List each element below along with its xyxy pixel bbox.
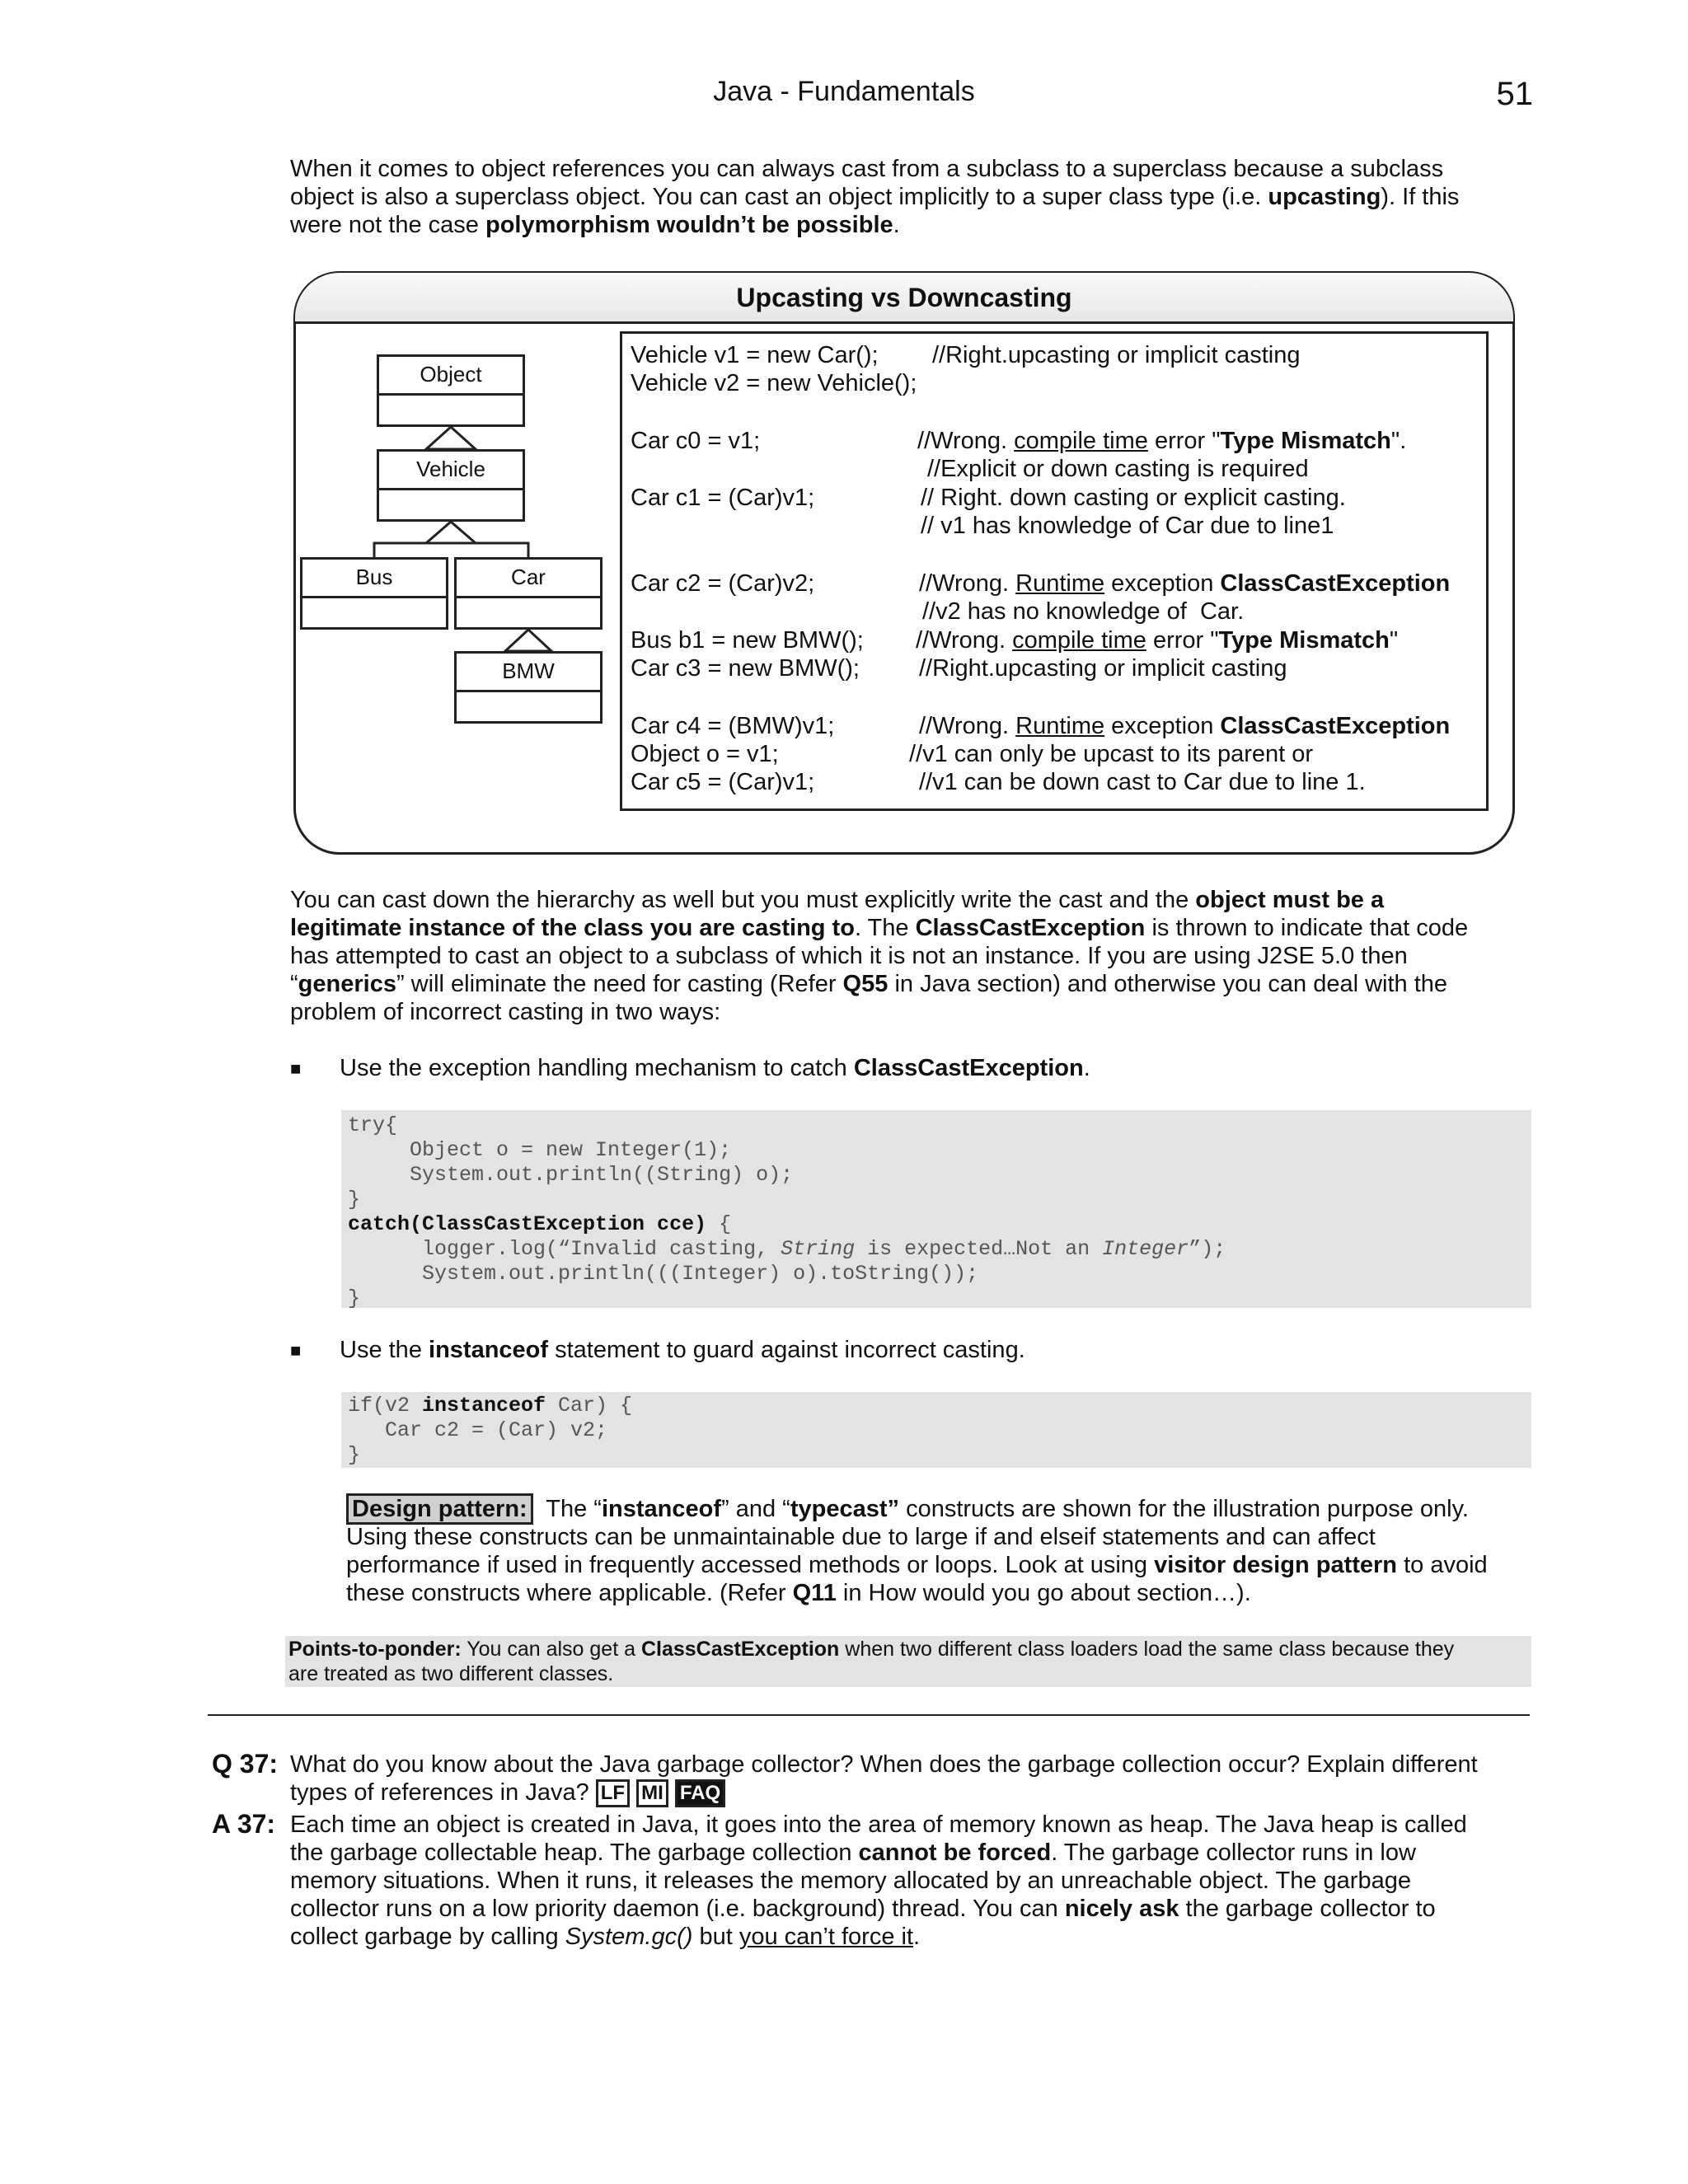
bullet-square-icon: ■ xyxy=(290,1058,302,1079)
code-comment-13: //v1 can be down cast to Car due to line 1. xyxy=(919,769,1366,795)
downcasting-paragraph xyxy=(290,886,1526,1026)
section-divider xyxy=(208,1714,1530,1716)
code1-line: } xyxy=(348,1286,361,1310)
lf-badge: LF xyxy=(596,1779,630,1807)
code-line-11: Car c4 = (BMW)v1; xyxy=(631,713,835,739)
code-line-5: Car c1 = (Car)v1; xyxy=(631,485,815,511)
uml-inheritance-arrows xyxy=(0,0,626,742)
code-line-7: Car c2 = (Car)v2; xyxy=(631,570,815,597)
para2-line-1: You can cast down the hierarchy as well but you must explicitly write the cast and the object must be a xyxy=(290,887,1385,913)
para2-line-5: problem of incorrect casting in two ways: xyxy=(290,999,721,1025)
ponder-line-1: Points-to-ponder: You can also get a ClassCastException when two different class loaders load the same class because they xyxy=(288,1638,1455,1661)
faq-badge: FAQ xyxy=(675,1779,725,1807)
question-label: Q 37: xyxy=(212,1749,279,1779)
code1-line: logger.log(“Invalid casting, String is expected…Not an Integer”); xyxy=(348,1237,1226,1261)
a37-line-1: Each time an object is created in Java, it goes into the area of memory known as heap. The Java heap is called xyxy=(290,1811,1467,1838)
question-37-text xyxy=(290,1750,1526,1807)
code-line-13: Car c5 = (Car)v1; xyxy=(631,769,815,795)
code-comment-1: //Right.upcasting or implicit casting xyxy=(932,342,1301,368)
page-title: Java - Fundamentals xyxy=(713,76,975,107)
code2-line: if(v2 instanceof Car) { xyxy=(348,1394,633,1418)
answer-label: A 37: xyxy=(212,1809,276,1839)
code-comment-7: //Wrong. Runtime exception ClassCastException xyxy=(919,570,1451,597)
bullet-square-icon: ■ xyxy=(290,1340,302,1361)
ponder-line-2: are treated as two different classes. xyxy=(288,1662,614,1685)
q37-line-2: types of references in Java? LF MI FAQ xyxy=(290,1779,1526,1807)
a37-line-4: collector runs on a low priority daemon (i.e. background) thread. You can nicely ask the garbage collector to xyxy=(290,1896,1436,1922)
inherit-arrow-bmw-car xyxy=(505,630,551,651)
inherit-line-bus-car xyxy=(374,543,528,557)
code1-line: System.out.println(((Integer) o).toString()); xyxy=(348,1262,979,1286)
instanceof-code-block xyxy=(341,1392,1531,1468)
code-comment-11: //Wrong. Runtime exception ClassCastException xyxy=(919,713,1451,739)
a37-line-5: collect garbage by calling System.gc() but you can’t force it. xyxy=(290,1924,921,1950)
para2-line-2: legitimate instance of the class you are casting to. The ClassCastException is thrown to indicate that code xyxy=(290,915,1469,941)
code-line-10: Car c3 = new BMW(); xyxy=(631,655,860,682)
uml-class-name: Object xyxy=(379,357,523,396)
q37-line-1: What do you know about the Java garbage collector? When does the garbage collection occur? Explain different xyxy=(290,1751,1478,1778)
bullet-2-text: Use the instanceof statement to guard against incorrect casting. xyxy=(340,1337,1025,1363)
design-line-3: performance if used in frequently accessed methods or loops. Look at using visitor design pattern to avoid xyxy=(346,1552,1488,1578)
bullet-1-text: Use the exception handling mechanism to catch ClassCastException. xyxy=(340,1055,1090,1081)
code-line-9: Bus b1 = new BMW(); xyxy=(631,627,864,654)
code2-line: Car c2 = (Car) v2; xyxy=(348,1418,608,1442)
design-line-2: Using these constructs can be unmaintainable due to large if and elseif statements and can affect xyxy=(346,1524,1376,1550)
para2-line-3: has attempted to cast an object to a subclass of which it is not an instance. If you are using J2SE 5.0 then xyxy=(290,943,1408,969)
points-to-ponder-box xyxy=(285,1636,1531,1687)
code-line-1: Vehicle v1 = new Car(); xyxy=(631,342,879,368)
design-line-4: these constructs where applicable. (Refer Q11 in How would you go about section…). xyxy=(346,1580,1251,1606)
code1-line: } xyxy=(348,1188,361,1212)
intro-line-2: object is also a superclass object. You can cast an object implicitly to a super class type (i.e. upcasting). If this xyxy=(290,184,1460,210)
design-line-1: Design pattern: The “instanceof” and “typecast” constructs are shown for the illustration purpose only. xyxy=(346,1495,1526,1523)
code-line-12: Object o = v1; xyxy=(631,741,779,767)
a37-line-2: the garbage collectable heap. The garbage collection cannot be forced. The garbage collector runs in low xyxy=(290,1840,1416,1866)
design-pattern-paragraph xyxy=(346,1495,1526,1607)
uml-class-name: Bus xyxy=(302,560,446,598)
uml-class-name: Car xyxy=(457,560,600,598)
code-comment-4: //Explicit or down casting is required xyxy=(927,456,1309,482)
code1-line: System.out.println((String) o); xyxy=(348,1163,794,1187)
code1-line: Object o = new Integer(1); xyxy=(348,1138,732,1162)
intro-line-3: were not the case polymorphism wouldn’t be possible. xyxy=(290,212,900,238)
uml-class-name: BMW xyxy=(457,654,600,692)
code-comment-3: //Wrong. compile time error "Type Mismatch". xyxy=(917,428,1407,454)
code-comment-8: //v2 has no knowledge of Car. xyxy=(922,598,1245,625)
code-comment-6: // v1 has knowledge of Car due to line1 xyxy=(921,513,1334,539)
code-line-3: Car c0 = v1; xyxy=(631,428,761,454)
diagram-title: Upcasting vs Downcasting xyxy=(295,273,1513,324)
code-comment-9: //Wrong. compile time error "Type Mismatch" xyxy=(916,627,1399,654)
code-comment-12: //v1 can only be upcast to its parent or xyxy=(909,741,1314,767)
a37-line-3: memory situations. When it runs, it releases the memory allocated by an unreachable object. The garbage xyxy=(290,1868,1411,1894)
code-comment-5: // Right. down casting or explicit casting. xyxy=(921,485,1346,511)
code-line-2: Vehicle v2 = new Vehicle(); xyxy=(631,370,917,396)
design-pattern-label: Design pattern: xyxy=(346,1493,533,1525)
intro-line-1: When it comes to object references you can always cast from a subclass to a superclass because a subclass xyxy=(290,156,1444,182)
mi-badge: MI xyxy=(636,1779,668,1807)
page-number: 51 xyxy=(1496,76,1533,112)
code-comment-10: //Right.upcasting or implicit casting xyxy=(919,655,1287,682)
try-catch-code-block xyxy=(341,1110,1531,1308)
inherit-arrow-bus-car-vehicle xyxy=(426,522,476,543)
code1-line: catch(ClassCastException cce) { xyxy=(348,1212,732,1236)
code2-line: } xyxy=(348,1443,361,1467)
answer-37-text xyxy=(290,1811,1526,1951)
uml-class-name: Vehicle xyxy=(379,452,523,490)
para2-line-4: “generics” will eliminate the need for casting (Refer Q55 in Java section) and otherwise you can deal with the xyxy=(290,971,1448,997)
inherit-arrow-vehicle-object xyxy=(426,427,476,449)
code1-line: try{ xyxy=(348,1113,398,1137)
